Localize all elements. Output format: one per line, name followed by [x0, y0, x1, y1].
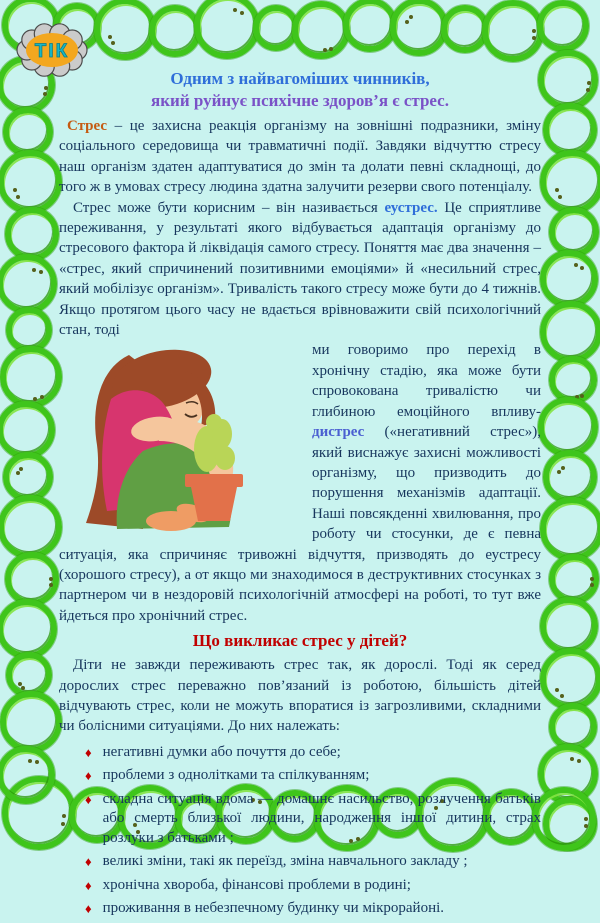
diamond-bullet-icon: ♦ [85, 768, 92, 784]
ring-dot [587, 81, 591, 85]
eustress-before-text: Стрес може бути корисним – він називається [73, 199, 385, 216]
eustress-paragraph [59, 198, 541, 341]
cactus-arm-2 [215, 446, 235, 470]
ring-dot [580, 394, 584, 398]
list-item [85, 766, 541, 786]
border-ring [537, 0, 589, 52]
ring-dot [28, 759, 32, 763]
ring-dot [532, 36, 536, 40]
ring-dot [32, 268, 36, 272]
border-ring [5, 207, 59, 261]
ring-dot [35, 760, 39, 764]
border-ring [0, 150, 62, 214]
term-distress: дистрес [312, 424, 365, 441]
ring-dot [111, 41, 115, 45]
ring-dot [584, 824, 588, 828]
border-ring [538, 397, 598, 457]
border-ring [0, 401, 55, 459]
border-ring [0, 346, 62, 408]
cactus-top [206, 414, 222, 430]
ring-dot [580, 266, 584, 270]
term-stress: Стрес [67, 118, 108, 134]
document-body [59, 68, 541, 923]
intro-paragraph-text: – це захисна реакція організму на зовнішні подразники, зміну соціального середовища чи травматичні події. Завдяки відчуттю стресу наш організм здатен адаптуватися до змін та долати певні складнощі, до того ж в умовах стресу людина здатна залучити резерви свого потенціалу. [59, 118, 541, 196]
term-eustress: еустрес. [384, 199, 438, 216]
diamond-bullet-icon: ♦ [85, 901, 92, 917]
ring-dot [532, 29, 536, 33]
border-ring [390, 0, 448, 56]
tik-logo-graphic [13, 21, 91, 81]
ring-dot [16, 195, 20, 199]
border-ring [482, 0, 544, 62]
ring-dot [13, 188, 17, 192]
pot-body [191, 487, 237, 521]
ring-dot [33, 397, 37, 401]
page-title [59, 68, 541, 112]
ring-dot [558, 195, 562, 199]
border-ring [0, 254, 57, 314]
list-item [85, 743, 541, 763]
ring-dot [409, 15, 413, 19]
tik-logo [13, 21, 91, 81]
ring-dot [577, 759, 581, 763]
diamond-bullet-icon: ♦ [85, 791, 92, 807]
border-ring [0, 495, 62, 559]
ring-dot [49, 577, 53, 581]
list-item-text: хронічна хвороба, фінансові проблеми в родині; [102, 876, 411, 893]
border-ring [540, 597, 598, 655]
border-ring [5, 552, 59, 606]
list-item [85, 852, 541, 872]
border-ring [543, 103, 597, 157]
border-ring [532, 787, 596, 851]
ring-dot [40, 395, 44, 399]
ring-dot [561, 466, 565, 470]
list-item-text: проблеми з однолітками та спілкуванням; [102, 767, 370, 784]
diamond-bullet-icon: ♦ [85, 744, 92, 760]
eustress-after-text: Це сприятливе переживання, у результаті якого відбувається адаптація організму до стресового фактора й ліквідація самого стресу. Поняття має два значення – «стрес, який спричинений позитивними емоціями» й «несильний стрес, який мобілізує організм». Тривалість такого стресу може бути до 4 тижнів. Якщо протягом цього часу не вдається врівноважити свій психологічний стан, тоді [59, 199, 541, 339]
diamond-bullet-icon: ♦ [85, 877, 92, 893]
list-item-text: великі зміни, такі як переїзд, зміна навчального закладу ; [102, 853, 468, 870]
border-ring [0, 691, 62, 753]
ring-dot [555, 688, 559, 692]
ring-dot [44, 86, 48, 90]
list-item-text: негативні думки або почуття до себе; [102, 743, 341, 760]
ring-dot [590, 583, 594, 587]
pot-rim [185, 474, 243, 487]
title-line-2: який руйнує психічне здоров’я є стрес. [151, 91, 449, 110]
ring-dot [557, 470, 561, 474]
border-ring [538, 50, 598, 110]
ring-dot [405, 20, 409, 24]
ring-dot [43, 92, 47, 96]
border-ring [540, 648, 600, 710]
border-ring [94, 0, 156, 60]
ring-dot [560, 694, 564, 698]
ring-dot [590, 577, 594, 581]
border-ring [540, 150, 600, 214]
list-item [85, 790, 541, 849]
ring-dot [584, 817, 588, 821]
ring-dot [21, 686, 25, 690]
illustrated-section [59, 340, 541, 626]
border-ring [543, 450, 597, 504]
border-ring [540, 250, 598, 308]
intro-paragraph [59, 116, 541, 198]
distress-before-text: ми говоримо про перехід в хронічну стадію, яка може бути спровокована тривалістю чи глибиною емоційного впливу- [312, 342, 541, 420]
ring-dot [18, 682, 22, 686]
list-item-text: проживання в небезпечному будинку чи мікрорайоні. [102, 900, 445, 917]
border-ring [292, 1, 350, 59]
children-intro-paragraph: Діти не завжди переживають стрес так, як дорослі. Тоді як серед дорослих стрес переважно пов’язаний із роботою, більшість дітей відчувають стрес, коли не можуть впоратися із загрозливими, складними чи болісними ситуаціями. До них належать: [59, 657, 541, 735]
ring-dot [16, 471, 20, 475]
border-ring [540, 301, 600, 363]
border-ring [343, 0, 397, 52]
ring-dot [586, 88, 590, 92]
list-item [85, 899, 541, 919]
title-line-1: Одним з найвагоміших чинників, [170, 69, 430, 88]
ring-dot [574, 263, 578, 267]
border-ring [149, 5, 201, 57]
border-ring [0, 599, 57, 659]
ring-dot [240, 11, 244, 15]
diamond-bullet-icon: ♦ [85, 854, 92, 870]
ring-dot [108, 35, 112, 39]
logo-text: ТІК [34, 41, 70, 62]
children-stress-heading: Що викликає стрес у дітей? [192, 631, 408, 651]
list-item-text: складна ситуація вдома — домашнє насильство, розлучення батьків або смерть близької людини, народження іншої дитини, страх розлуки з батьками ; [102, 790, 541, 846]
ring-dot [49, 583, 53, 587]
ring-dot [233, 8, 237, 12]
stress-causes-list [85, 743, 541, 919]
ring-dot [323, 48, 327, 52]
ring-dot [329, 47, 333, 51]
list-item [85, 876, 541, 896]
distress-after-text: («негативний стрес»), який виснажує захисні можливості організму, що призводить до порушення механізмів адаптації. Наші повсякденні хвилювання, про роботу чи стосунки, де є певна ситуація, яка спричиняє тривожні відчуття, призводять до еустресу (хорошого стресу), а от якщо ми знаходимося в деструктивних стосунках з партнером чи в нездоровій психологічній атмосфері на роботі, то тут вже йдеться про хронічний стрес. [59, 424, 541, 624]
ring-dot [555, 188, 559, 192]
ring-dot [39, 270, 43, 274]
border-ring [194, 0, 260, 59]
border-ring [540, 497, 600, 561]
ring-dot [570, 757, 574, 761]
ring-dot [19, 467, 23, 471]
sad-girl-with-cactus-illustration [59, 343, 302, 539]
